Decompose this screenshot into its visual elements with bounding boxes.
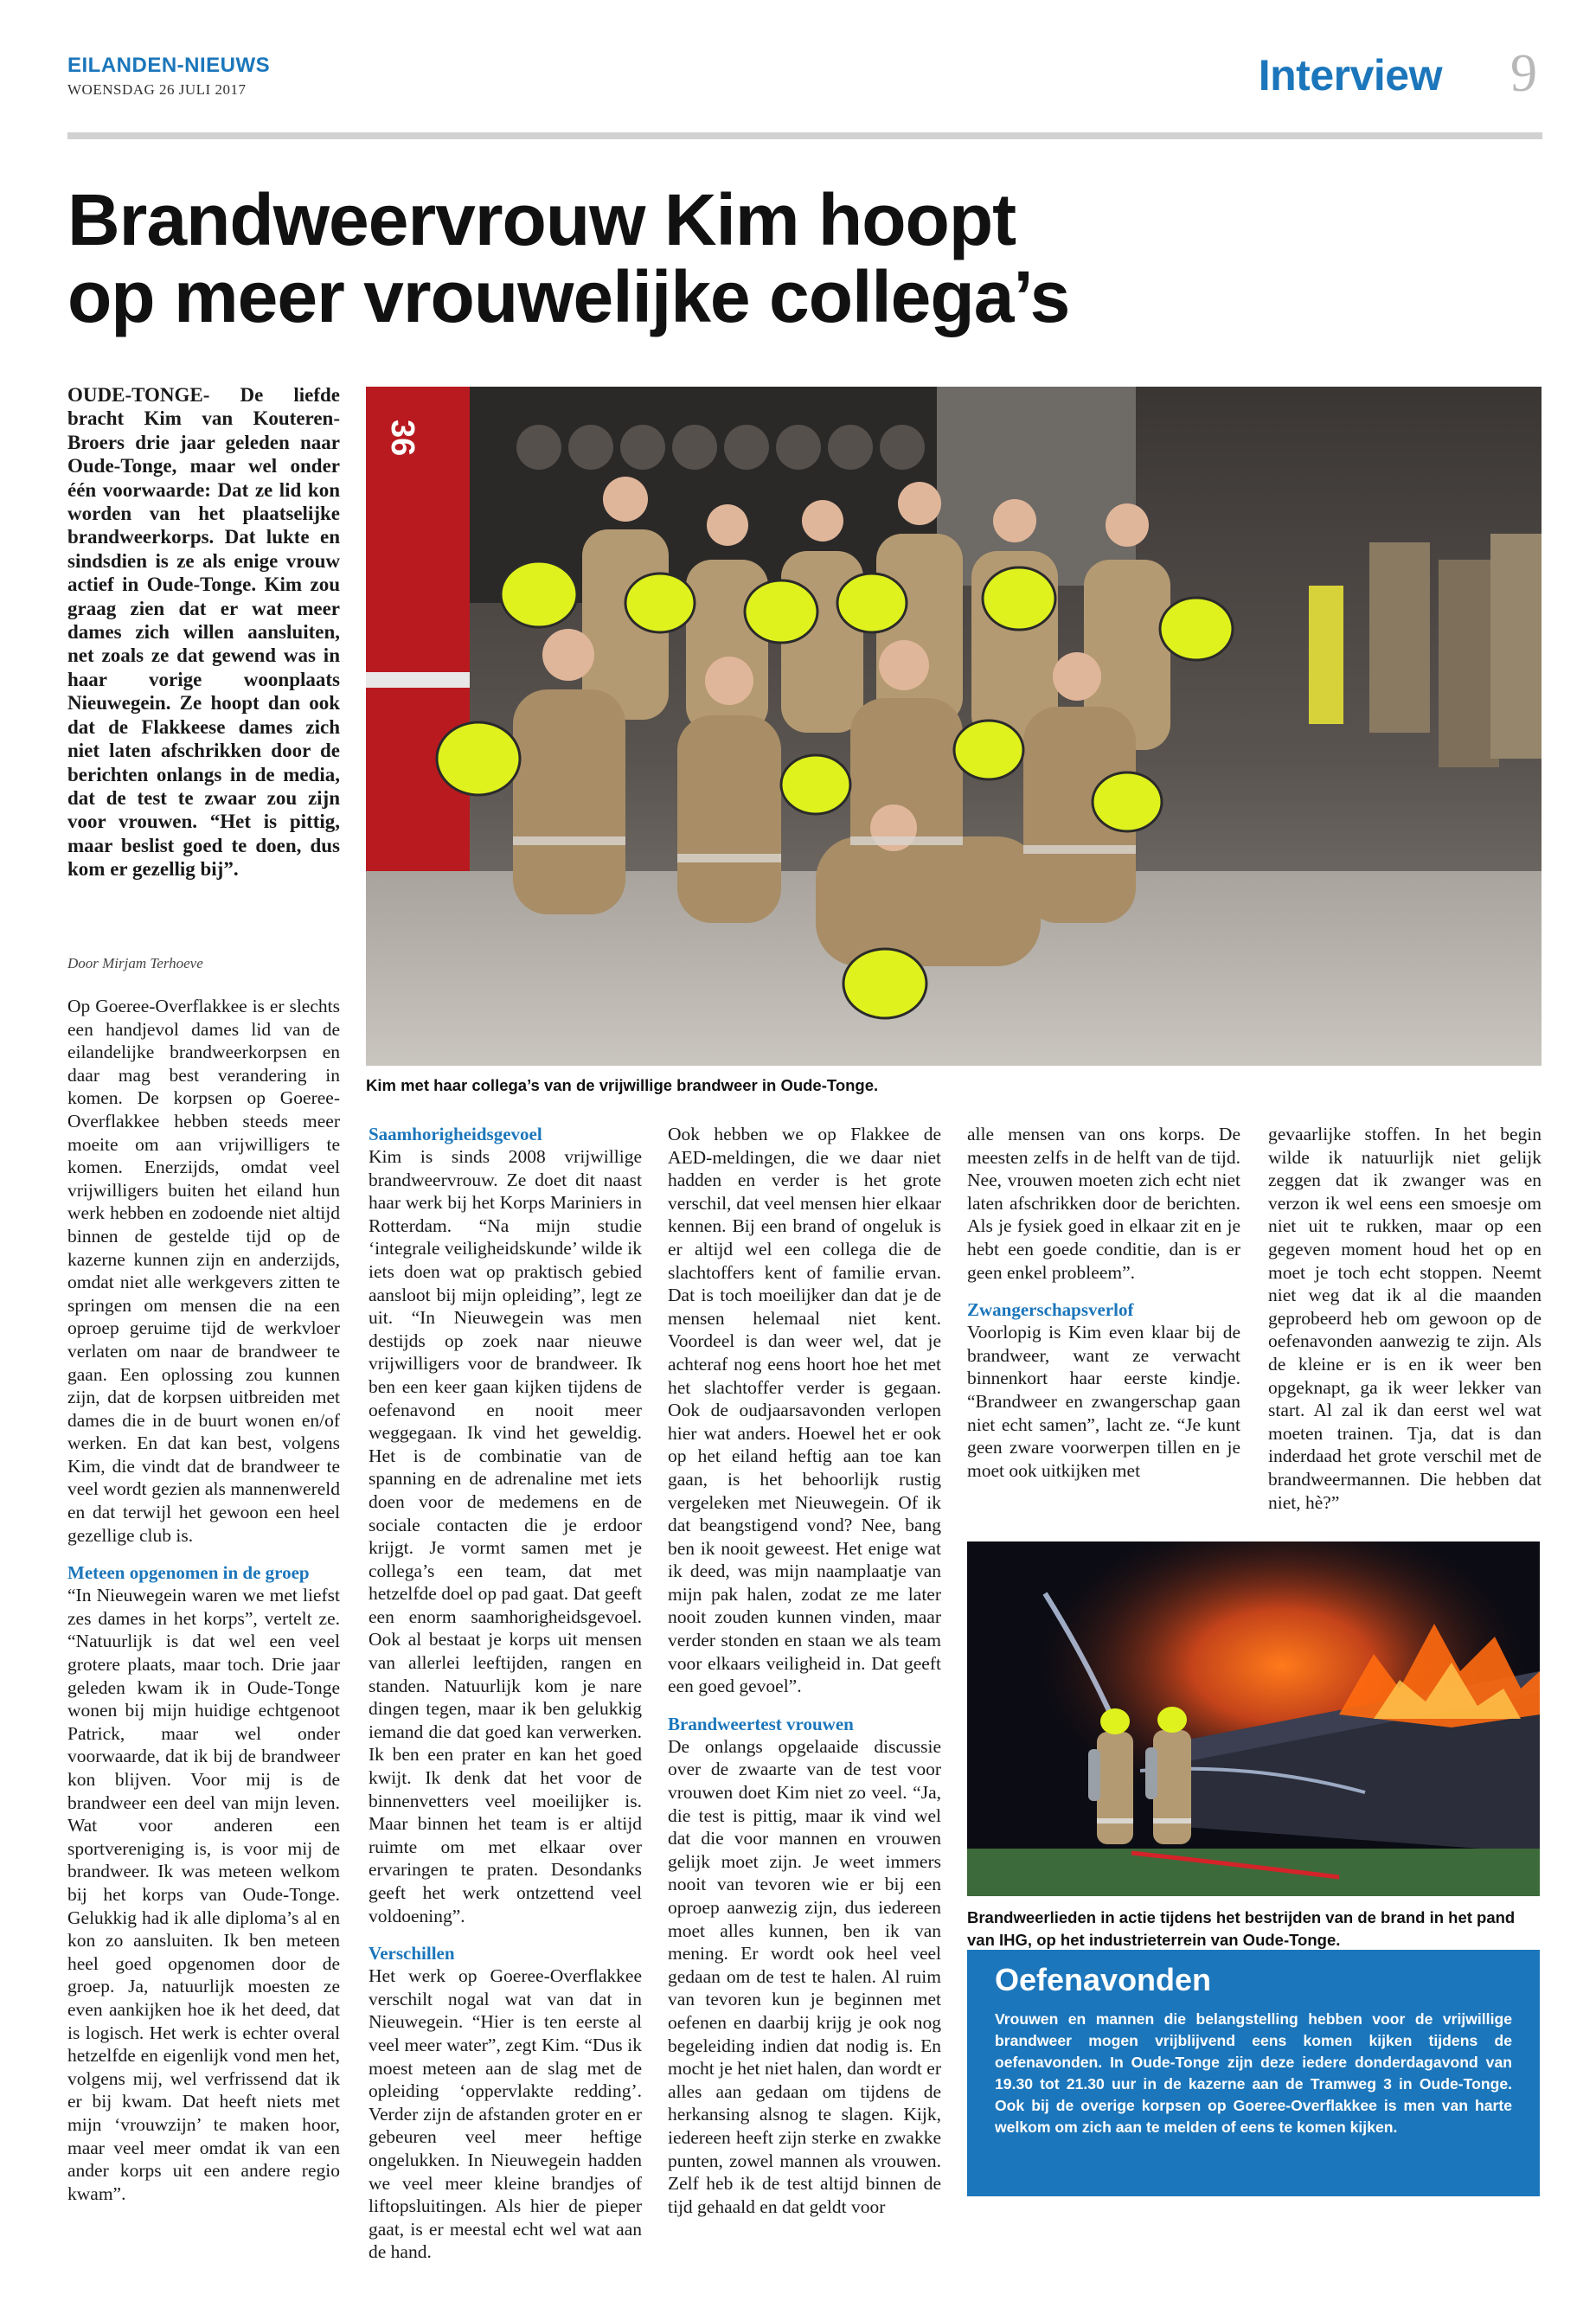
- article-column-3: [668, 1123, 941, 2218]
- newspaper-brand: EILANDEN-NIEUWS: [67, 54, 271, 77]
- byline: Door Mirjam Terhoeve: [67, 955, 203, 971]
- subheading: Meteen opgenomen in de groep: [67, 1562, 310, 1584]
- section-title: Interview: [1258, 51, 1442, 99]
- photo-caption-1: Kim met haar collega’s van de vrijwillige brandweer in Oude-Tonge.: [366, 1076, 879, 1094]
- paragraph: Het werk op Goeree-Overflakkee verschilt nogal wat van dat in Nieuwegein. “Hier is ten eerste al veel meer water”, zegt Kim. “Dus ik moest meteen aan de slag met de opleiding ‘oppervlakte redding’. Verder zijn de afstanden groter en er gebeuren veel meer heftige ongelukken. In Nieuwegein hadden we veel meer kleine brandjes of liftopsluitingen. Als hier de pieper gaat, is er meestal echt wel wat aan de hand.: [369, 1965, 642, 2263]
- subheading: Brandweertest vrouwen: [668, 1713, 854, 1734]
- article-column-4: [967, 1123, 1240, 1482]
- paragraph: gevaarlijke stoffen. In het begin wilde ik natuurlijk niet gelijk zeggen dat ik zwanger was en verzon ik wel eens een smoesje om niet uit te rukken, maar op een gegeven moment houd het op en moet je toch echt stoppen. Neemt niet weg dat ik al die maanden geprobeerd heb om gewoon op de oefenavonden aanwezig te zijn. Als de kleine er is en ik weer ben opgeknapt, ga ik weer lekker van start. Al zal ik dan eerst wel wat moeten trainen. Tja, dat is dan inderdaad het grote verschil met de brandweermannen. Die hebben dat niet, hè?”: [1268, 1124, 1542, 1513]
- paragraph: De onlangs opgelaaide discussie over de zwaarte van de test voor vrouwen doet Kim niet zo veel. “Ja, die test is pittig, maar ik vind wel dat die voor mannen en vrouwen gelijk moet zijn. Je weet immers nooit van tevoren wie er bij een oproep aanwezig zijn, dus iedereen moet alles kunnen, ben ik van mening. Er wordt ook heel veel gedaan om de test te halen. Al ruim van tevoren kun je beginnen met oefenen en daarbij krijg je ook nog begeleiding indien dat nodig is. En mocht je het niet halen, dan wordt er alles aan gedaan om tijdens de herkansing alsnog te slagen. Kijk, iedereen heeft zijn sterke en zwakke punten, zowel mannen als vrouwen. Zelf heb ik de test altijd binnen de tijd gehaald en dat geldt voor: [668, 1735, 941, 2217]
- group-photo-illustration: [366, 387, 1542, 1066]
- subheading: Saamhorigheidsgevoel: [369, 1124, 542, 1144]
- firefighters-group-photo: [366, 387, 1542, 1066]
- truck-number: 36: [384, 420, 420, 457]
- paragraph: alle mensen van ons korps. De meesten zelfs in de helft van de tijd. Nee, vrouwen moeten zich echt niet laten afschrikken door de berichten. Als je fysiek goed in elkaar zit en je hebt een goede conditie, dan is er geen enkel probleem”.: [967, 1124, 1240, 1283]
- photo-caption-2: Brandweerlieden in actie tijdens het bestrijden van de brand in het pand van IHG, op het industrieterrein van Oude-Tonge.: [967, 1908, 1516, 1949]
- info-box-text: Vrouwen en mannen die belangstelling hebben voor de vrijwillige brandweer mogen vrijblijvend eens komen kijken tijdens de oefenavonden. In Oude-Tonge zijn deze iedere donderdagavond van 19.30 tot 21.30 uur in de kazerne aan de Tramweg 3 in Oude-Tonge. Ook bij de overige korpsen op Goeree-Overflakkee is men van harte welkom om zich aan te melden of eens te komen kijken.: [995, 2010, 1512, 2136]
- headline-line-2: op meer vrouwelijke collega’s: [67, 256, 1070, 338]
- masthead: [67, 54, 270, 99]
- paragraph: Op Goeree-Overflakkee is er slechts een handjevol dames lid van de eilandelijke brandweerkorpsen en daar mag best verandering in komen. De korpsen op Goeree-Overflakkee hebben steeds meer moeite om aan vrijwilligers te komen. Enerzijds, omdat veel vrijwilligers buiten het eiland hun werk hebben en zodoende niet altijd binnen de gestelde tijd op de kazerne kunnen zijn en anderzijds, omdat niet alle werkgevers zitten te springen om mensen die na een oproep geruime tijd de werkvloer verlaten om naar de brandweer te gaan. Een oplossing zou kunnen zijn, dat de korpsen uitbreiden met dames die in de buurt wonen en/of werken. En dat kan best, volgens Kim, die vindt dat de brandweer te veel wordt gezien als mannenwereld en dat terwijl het gewoon een heel gezellige club is.: [67, 996, 340, 1546]
- paragraph: Ook hebben we op Flakkee de AED-meldingen, die we daar niet hadden en verder is het grote verschil, dat veel mensen hier elkaar kennen. Bij een brand of ongeluk is er altijd wel een collega die de slachtoffers kent of familie ervan. Dat is toch moeilijker dan dat je de mensen helemaal niet kent. Voordeel is dan weer wel, dat je achteraf nog eens hoort hoe het met het slachtoffer verder is gegaan. Ook de oudjaarsavonden verlopen hier wat anders. Hoewel het er ook op het eiland heftig aan toe kan gaan, is het behoorlijk rustig vergeleken met Nieuwegein. Of ik dat beangstigend vond? Nee, bang ben ik nooit geweest. Het enige wat ik deed, was mijn naamplaatje van mijn pak halen, zodat ze me later nooit zouden kunnen vinden, maar verder stonden en staan we als team voor elkaars veiligheid in. Dat geeft een goed gevoel”.: [668, 1124, 941, 1697]
- paragraph: Kim is sinds 2008 vrijwillige brandweervrouw. Ze doet dit naast haar werk bij het Korps Mariniers in Rotterdam. “Na mijn studie ‘integrale veiligheidskunde’ wilde ik iets doen wat op praktisch gebied aansloot bij mijn opleiding”, legt ze uit. “In Nieuwegein was men destijds op zoek naar nieuwe vrijwilligers voor de brandweer. Ik ben een keer gaan kijken tijdens de oefenavond en nooit meer weggegaan. Ik vind het geweldig. Het is de combinatie van de spanning en de adrenaline met iets doen voor de medemens en de sociale contacten die je erdoor krijgt. Je vormt samen met je collega’s een team, dat met hetzelfde doel op pad gaat. Dat geeft een enorm saamhorigheidsgevoel. Ook al bestaat je korps uit mensen van allerlei leeftijden, rangen en standen. Natuurlijk kom je nare dingen tegen, maar ik ben gelukkig iemand die dat goed kan verwerken. Ik ben een prater en kan het goed kwijt. Ik denk dat het voor de binnenvetters veel moeilijker is. Maar binnen het team is er altijd ruimte om met elkaar over ervaringen te praten. Desondanks geeft het werk ontzettend veel voldoening”.: [369, 1146, 642, 1926]
- subheading: Zwangerschapsverlof: [967, 1299, 1134, 1321]
- header-rule: [67, 132, 1542, 139]
- fire-photo-illustration: [967, 1541, 1540, 1896]
- article-column-1: [67, 995, 340, 2205]
- info-box: [967, 1950, 1540, 2196]
- article-column-2: [369, 1123, 642, 2264]
- paragraph: “In Nieuwegein waren we met liefst zes dames in het korps”, vertelt ze. “Natuurlijk is dat wel een veel grotere plaats, maar toch. Drie jaar geleden kwam ik in Oude-Tonge wonen bij mijn huidige echtgenoot Patrick, maar wel onder voorwaarde, dat ik bij de brandweer kon blijven. Voor mij is de brandweer een deel van mijn leven. Wat voor anderen een sportvereniging is, is voor mij de brandweer. Ik was meteen welkom bij het korps van Oude-Tonge. Gelukkig had ik alle diploma’s al en kon zo aansluiten. Ik ben meteen heel goed opgenomen door de groep. Ja, natuurlijk moesten ze even aankijken hoe ik het deed, dat is logisch. Het werk is echter overal hetzelfde en eigenlijk vond men het, volgens mij, wel verfrissend dat ik er bij kwam. Dat heeft niets met mijn ‘vrouwzijn’ te maken hoor, maar veel meer omdat ik van een ander korps uit een andere regio kwam”.: [67, 1585, 340, 2204]
- intro-paragraph: OUDE-TONGE- De liefde bracht Kim van Kouteren-Broers drie jaar geleden naar Oude-Tonge, maar wel onder één voorwaarde: Dat ze lid kon worden van het plaatselijke brandweerkorps. Dat lukte en sindsdien is ze als enige vrouw actief in Oude-Tonge. Kim zou graag zien dat er wat meer dames zich willen aansluiten, net zoals ze dat gewend was in haar vorige woonplaats Nieuwegein. Ze hoopt dan ook dat de Flakkeese dames zich niet laten afschrikken door de berichten onlangs in de media, dat de test te zwaar zou zijn voor vrouwen. “Het is pittig, maar beslist goed te doen, dus kom er gezellig bij”.: [67, 384, 340, 881]
- night-fire-photo: [967, 1541, 1540, 1896]
- headline-line-1: Brandweervrouw Kim hoopt: [67, 179, 1016, 260]
- paragraph: Voorlopig is Kim even klaar bij de brandweer, want ze verwacht binnenkort haar eerste kindje. “Brandweer en zwangerschap gaan niet echt samen”, lacht ze. “Je kunt geen zware voorwerpen tillen en je moet ook uitkijken met: [967, 1322, 1240, 1481]
- subheading: Verschillen: [369, 1943, 455, 1965]
- info-box-title: Oefenavonden: [995, 1962, 1212, 1997]
- article-column-5: [1268, 1123, 1542, 1514]
- page-number: 9: [1510, 44, 1537, 103]
- headline: [67, 179, 1106, 338]
- issue-date: WOENSDAG 26 JULI 2017: [67, 81, 247, 98]
